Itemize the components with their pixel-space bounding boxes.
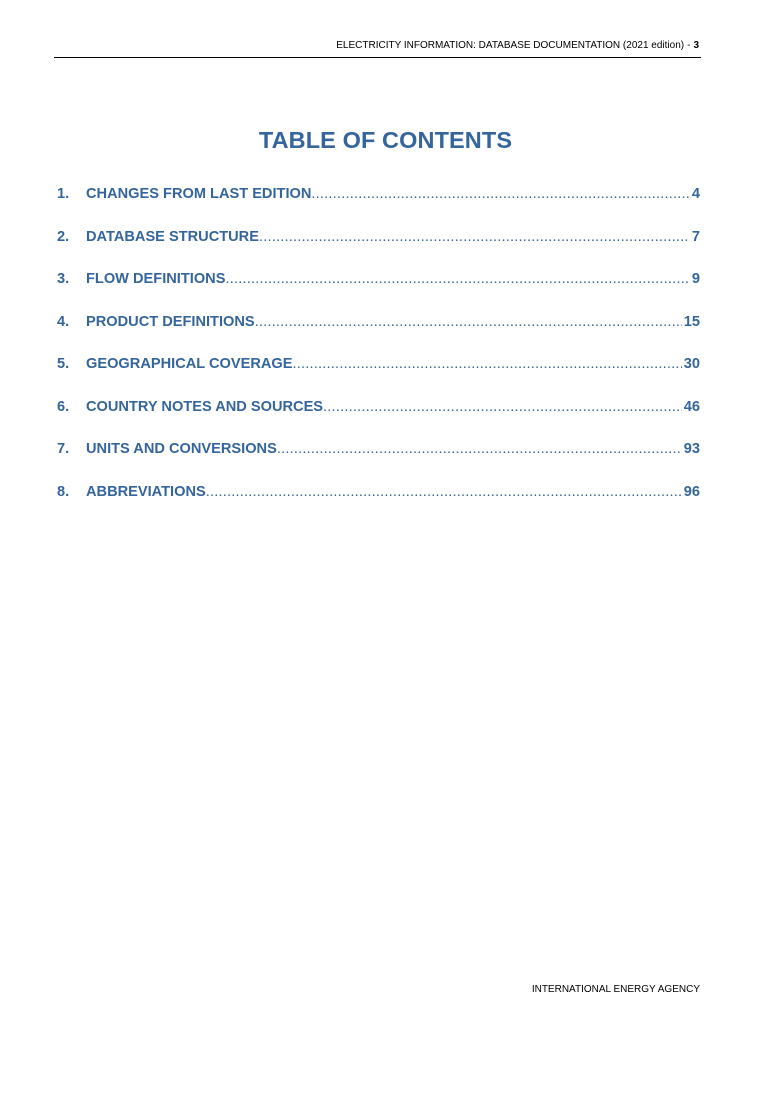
toc-entry-number: 8. (57, 483, 70, 500)
toc-dot-leader (225, 271, 689, 287)
toc-entry-label[interactable]: PRODUCT DEFINITIONS (86, 313, 255, 330)
running-header-separator: - (687, 40, 691, 51)
toc-entry-country-notes-and-sources[interactable] (57, 399, 700, 442)
toc-entry-geographical-coverage[interactable] (57, 356, 700, 399)
toc-entry-label[interactable]: GEOGRAPHICAL COVERAGE (86, 356, 293, 372)
toc-dot-leader (255, 314, 682, 330)
toc-entry-number: 4. (57, 313, 70, 330)
running-footer: INTERNATIONAL ENERGY AGENCY (531, 984, 700, 995)
toc-entry-number: 3. (57, 271, 70, 287)
toc-entry-page[interactable]: 46 (683, 398, 700, 415)
toc-entry-units-and-conversions[interactable] (57, 441, 700, 484)
toc-entry-label[interactable]: COUNTRY NOTES AND SOURCES (86, 398, 324, 415)
toc-dot-leader (293, 356, 682, 372)
toc-entry-label[interactable]: DATABASE STRUCTURE (86, 228, 259, 245)
page-title: TABLE OF CONTENTS (258, 127, 513, 153)
toc-entry-label[interactable]: CHANGES FROM LAST EDITION (86, 186, 312, 202)
toc-entry-number: 6. (57, 398, 70, 415)
toc-dot-leader (259, 229, 690, 245)
toc-entry-label[interactable]: ABBREVIATIONS (86, 483, 206, 500)
toc-entry-database-structure[interactable] (57, 229, 700, 272)
toc-entry-page[interactable]: 93 (683, 441, 700, 457)
toc-entry-label[interactable]: UNITS AND CONVERSIONS (86, 441, 277, 457)
toc-entry-number: 1. (57, 186, 70, 202)
toc-dot-leader (311, 186, 689, 202)
toc-entry-label[interactable]: FLOW DEFINITIONS (86, 271, 226, 287)
toc-entry-changes-from-last-edition[interactable] (57, 186, 700, 229)
toc-entry-page[interactable]: 96 (683, 483, 700, 500)
toc-entry-page[interactable]: 4 (691, 186, 700, 202)
page-number: 3 (693, 40, 699, 51)
toc-entry-product-definitions[interactable] (57, 314, 700, 357)
toc-dot-leader (206, 484, 682, 500)
running-header (54, 40, 701, 58)
toc-entry-page[interactable]: 9 (691, 271, 700, 287)
running-header-title: ELECTRICITY INFORMATION: DATABASE DOCUMENTATION (2021 edition) (336, 40, 685, 51)
toc-entry-number: 5. (57, 356, 70, 372)
toc-dot-leader (277, 441, 682, 457)
toc-entry-page[interactable]: 7 (691, 228, 700, 245)
toc-entry-number: 7. (57, 441, 70, 457)
toc-entry-abbreviations[interactable] (57, 484, 700, 527)
toc-entry-flow-definitions[interactable] (57, 271, 700, 314)
toc-entry-page[interactable]: 30 (683, 356, 700, 372)
toc-entry-number: 2. (57, 228, 70, 245)
toc-entry-page[interactable]: 15 (683, 313, 700, 330)
toc-dot-leader (323, 399, 682, 415)
table-of-contents (57, 186, 700, 526)
